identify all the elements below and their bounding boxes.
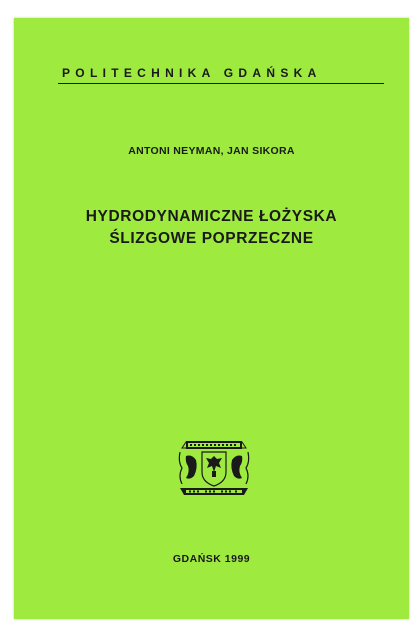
publication-place-year: GDAŃSK 1999 [172,553,251,565]
book-title [14,206,409,250]
header-rule [58,83,384,84]
title-line-2: ŚLIZGOWE POPRZECZNE [109,230,314,247]
university-crest-icon [176,438,252,498]
title-line-1: HYDRODYNAMICZNE ŁOŻYSKA [85,208,338,225]
institution-name: POLITECHNIKA GDAŃSKA [62,66,322,80]
authors: ANTONI NEYMAN, JAN SIKORA [128,145,295,157]
book-cover [14,18,409,619]
